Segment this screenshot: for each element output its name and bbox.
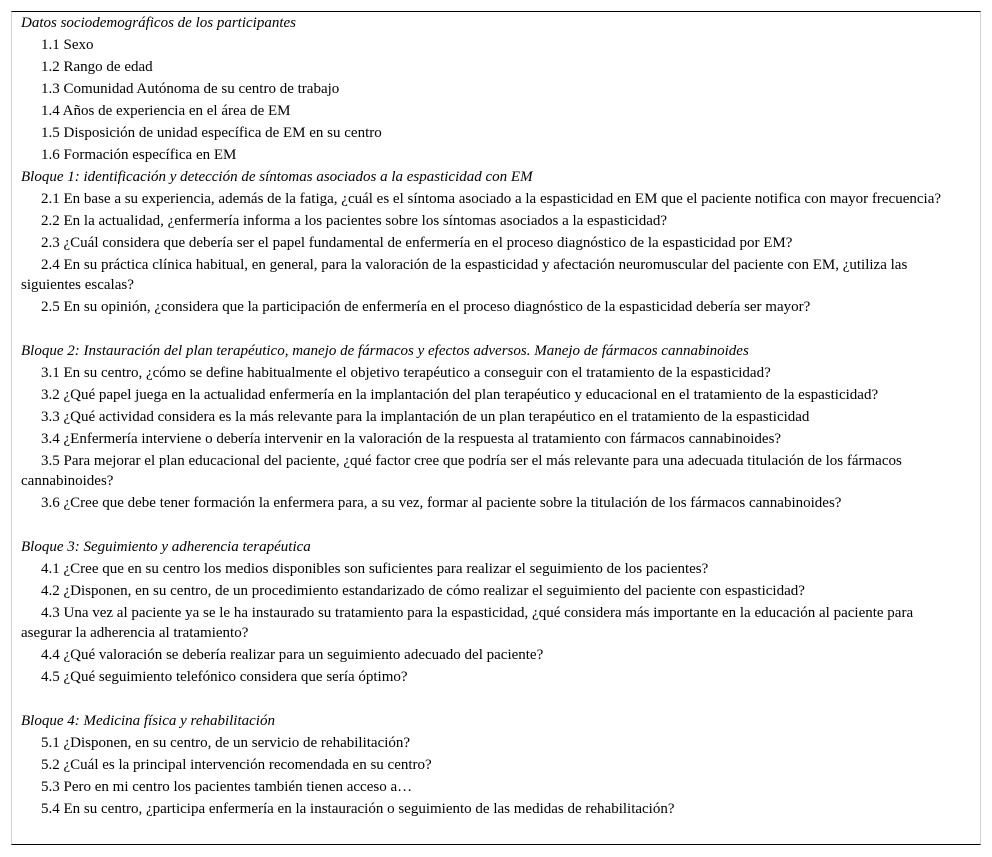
question-4-4: 4.4 ¿Qué valoración se debería realizar para un seguimiento adecuado del paciente? [41, 647, 544, 663]
question-2-5: 2.5 En su opinión, ¿considera que la participación de enfermería en el proceso diagnóstico de la espasticidad debería ser mayor? [41, 299, 811, 315]
question-1-5: 1.5 Disposición de unidad específica de EM en su centro [41, 125, 382, 141]
question-1-6: 1.6 Formación específica en EM [41, 147, 237, 163]
question-5-1: 5.1 ¿Disponen, en su centro, de un servicio de rehabilitación? [41, 735, 411, 751]
question-1-2: 1.2 Rango de edad [41, 59, 153, 75]
question-3-2: 3.2 ¿Qué papel juega en la actualidad enfermería en la implantación del plan terapéutico y educacional en el tratamiento de la espasticidad? [41, 387, 879, 403]
question-2-1: 2.1 En base a su experiencia, además de la fatiga, ¿cuál es el síntoma asociado a la espasticidad en EM que el paciente notifica con mayor frecuencia? [41, 191, 942, 207]
question-5-4: 5.4 En su centro, ¿participa enfermería en la instauración o seguimiento de las medidas de rehabilitación? [41, 801, 675, 817]
question-4-1: 4.1 ¿Cree que en su centro los medios disponibles son suficientes para realizar el seguimiento de los pacientes? [41, 561, 709, 577]
section-heading-bloque-2: Bloque 2: Instauración del plan terapéutico, manejo de fármacos y efectos adversos. Manejo de fármacos cannabinoides [21, 343, 749, 359]
question-1-3: 1.3 Comunidad Autónoma de su centro de trabajo [41, 81, 340, 97]
question-1-4: 1.4 Años de experiencia en el área de EM [41, 103, 291, 119]
question-2-4: 2.4 En su práctica clínica habitual, en general, para la valoración de la espasticidad y afectación neuromuscular del paciente con EM, ¿utiliza las siguientes escalas? [21, 257, 908, 293]
question-1-1: 1.1 Sexo [41, 37, 94, 53]
questionnaire-content [21, 12, 961, 820]
section-spacer [21, 514, 961, 536]
question-4-5: 4.5 ¿Qué seguimiento telefónico considera que sería óptimo? [41, 669, 408, 685]
section-heading-bloque-4: Bloque 4: Medicina física y rehabilitación [21, 713, 275, 729]
question-4-2: 4.2 ¿Disponen, en su centro, de un procedimiento estandarizado de cómo realizar el seguimiento del paciente con espasticidad? [41, 583, 805, 599]
section-heading-sociodemographic: Datos sociodemográficos de los participantes [21, 15, 296, 31]
question-4-3: 4.3 Una vez al paciente ya se le ha instaurado su tratamiento para la espasticidad, ¿qué considera más importante en la educación al paciente para asegurar la adherencia al tratamiento? [21, 605, 914, 641]
question-3-1: 3.1 En su centro, ¿cómo se define habitualmente el objetivo terapéutico a conseguir con el tratamiento de la espasticidad? [41, 365, 771, 381]
question-3-3: 3.3 ¿Qué actividad considera es la más relevante para la implantación de un plan terapéutico en el tratamiento de la espasticidad [41, 409, 810, 425]
question-3-4: 3.4 ¿Enfermería interviene o debería intervenir en la valoración de la respuesta al tratamiento con fármacos cannabinoides? [41, 431, 782, 447]
section-spacer [21, 318, 961, 340]
question-3-5: 3.5 Para mejorar el plan educacional del paciente, ¿qué factor cree que podría ser el más relevante para una adecuada titulación de los fármacos cannabinoides? [21, 453, 902, 489]
question-2-3: 2.3 ¿Cuál considera que debería ser el papel fundamental de enfermería en el proceso diagnóstico de la espasticidad por EM? [41, 235, 793, 251]
question-2-2: 2.2 En la actualidad, ¿enfermería informa a los pacientes sobre los síntomas asociados a la espasticidad? [41, 213, 668, 229]
section-spacer [21, 688, 961, 710]
question-5-2: 5.2 ¿Cuál es la principal intervención recomendada en su centro? [41, 757, 432, 773]
question-3-6: 3.6 ¿Cree que debe tener formación la enfermera para, a su vez, formar al paciente sobre la titulación de los fármacos cannabinoides? [41, 495, 842, 511]
section-heading-bloque-3: Bloque 3: Seguimiento y adherencia terapéutica [21, 539, 311, 555]
question-5-3: 5.3 Pero en mi centro los pacientes también tienen acceso a… [41, 779, 413, 795]
section-heading-bloque-1: Bloque 1: identificación y detección de síntomas asociados a la espasticidad con EM [21, 169, 533, 185]
